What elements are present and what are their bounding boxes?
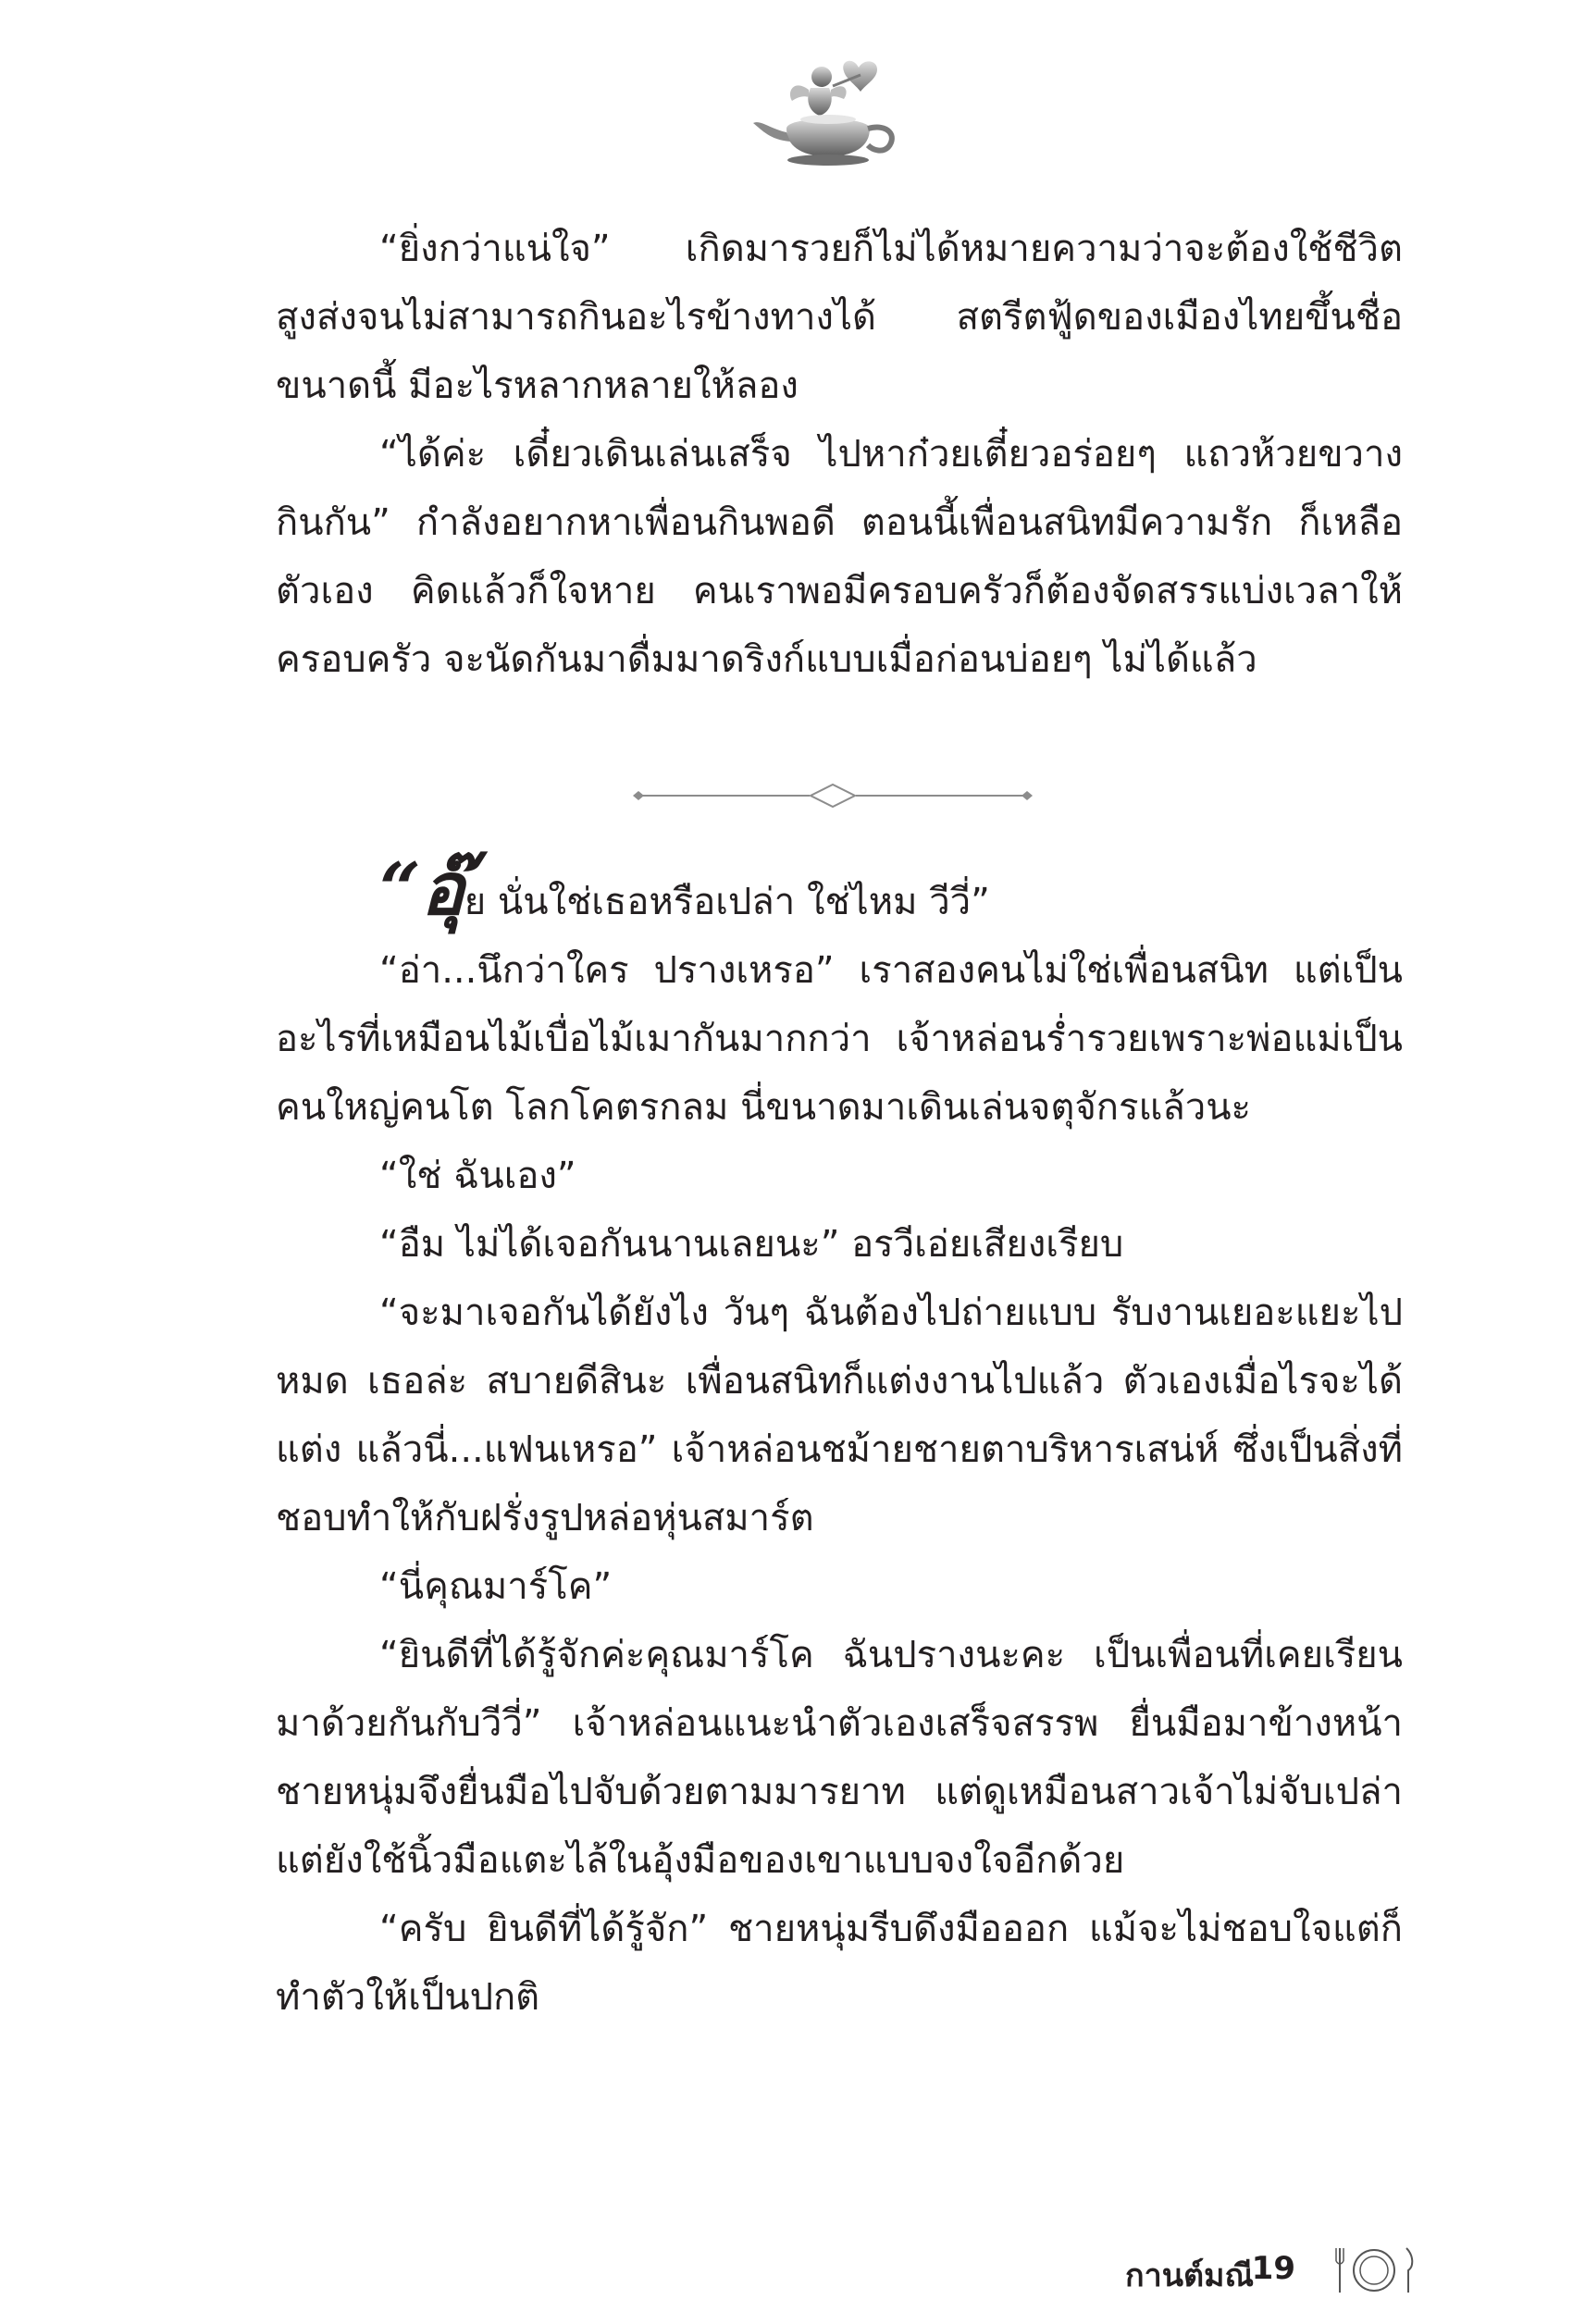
cupid-teapot-icon: [749, 51, 907, 171]
paragraph: “อ่า...นึกว่าใคร ปรางเหรอ” เราสองคนไม่ใช่เพื่อนสนิท แต่เป็นอะไรที่เหมือนไม้เบื่อไม้เมากันมากกว่า เจ้าหล่อนร่ำรวยเพราะพ่อแม่เป็นคนใหญ่คนโต โลกโคตรกลม นี่ขนาดมาเดินเล่นจตุจักรแล้วนะ: [276, 949, 1403, 1129]
section-1: [276, 215, 1403, 694]
paragraph: “ใช่ ฉันเอง”: [379, 1155, 576, 1197]
paragraph: “นี่คุณมาร์โค”: [379, 1565, 613, 1608]
section-2: [276, 847, 1403, 2032]
book-title: กานต์มณี: [1125, 2257, 1254, 2294]
paragraph: “ครับ ยินดีที่ได้รู้จัก” ชายหนุ่มรีบดึงมือออก แม้จะไม่ชอบใจแต่ก็ทำตัวให้เป็นปกติ: [276, 1908, 1403, 2019]
diamond-divider-icon: [629, 782, 1036, 810]
plate-fork-knife-icon: [1332, 2244, 1416, 2296]
page-footer: [1064, 2250, 1416, 2324]
paragraph: “ยิ่งกว่าแน่ใจ” เกิดมารวยก็ไม่ได้หมายความว่าจะต้องใช้ชีวิตสูงส่งจนไม่สามารถกินอะไรข้างทางได้ สตรีตฟู้ดของเมืองไทยขึ้นชื่อขนาดนี้ มีอะไรหลากหลายให้ลอง: [276, 228, 1403, 407]
page-number: 19: [1251, 2250, 1295, 2287]
paragraph: “ยินดีที่ได้รู้จักค่ะคุณมาร์โค ฉันปรางนะคะ เป็นเพื่อนที่เคยเรียนมาด้วยกันกับวีวี่” เจ้าหล่อนแนะนำตัวเองเสร็จสรรพ ยื่นมือมาข้างหน้า ชายหนุ่มจึงยื่นมือไปจับด้วยตามมารยาท แต่ดูเหมือนสาวเจ้าไม่จับเปล่า แต่ยังใช้นิ้วมือแตะไล้ในอุ้งมือของเขาแบบจงใจอีกด้วย: [276, 1634, 1403, 1882]
opening-line-text: ย นั่นใช่เธอหรือเปล่า ใช่ไหม วีวี่”: [464, 881, 990, 923]
paragraph: “ได้ค่ะ เดี๋ยวเดินเล่นเสร็จ ไปหาก๋วยเตี๋ยวอร่อยๆ แถวห้วยขวางกินกัน” กำลังอยากหาเพื่อนกินพอดี ตอนนี้เพื่อนสนิทมีความรัก ก็เหลือตัวเอง คิดแล้วก็ใจหาย คนเราพอมีครอบครัวก็ต้องจัดสรรแบ่งเวลาให้ครอบครัว จะนัดกันมาดื่มมาดริงก์แบบเมื่อก่อนบ่อยๆ ไม่ได้แล้ว: [276, 433, 1403, 681]
dropcap: “อุ๊: [379, 847, 464, 932]
paragraph: “จะมาเจอกันได้ยังไง วันๆ ฉันต้องไปถ่ายแบบ รับงานเยอะแยะไปหมด เธอล่ะ สบายดีสินะ เพื่อนสนิทก็แต่งงานไปแล้ว ตัวเองเมื่อไรจะได้แต่ง แล้วนี่...แฟนเหรอ” เจ้าหล่อนชม้ายชายตาบริหารเสน่ห์ ซึ่งเป็นสิ่งที่ชอบทำให้กับฝรั่งรูปหล่อหุ่นสมาร์ต: [276, 1292, 1403, 1539]
paragraph: “อืม ไม่ได้เจอกันนานเลยนะ” อรวีเอ่ยเสียงเรียบ: [379, 1223, 1124, 1266]
opening-line: [276, 847, 1403, 936]
